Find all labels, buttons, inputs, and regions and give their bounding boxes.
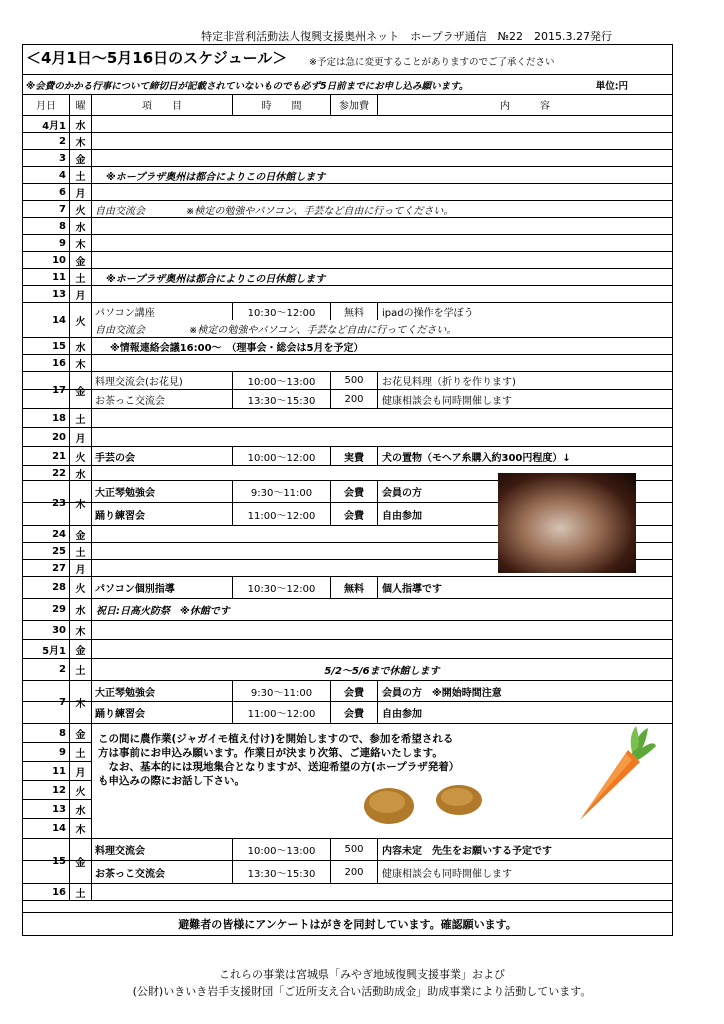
row-date: 8	[23, 724, 70, 743]
row-dow: 木	[70, 819, 92, 838]
row-note: ※情報連絡会議16:00～ （理事会・総会は5月を予定）	[110, 342, 364, 354]
table-row	[23, 133, 672, 150]
row-content: 自由参加	[382, 510, 422, 522]
row-content: 会員の方 ※開始時間注意	[382, 687, 502, 699]
farm-notice: この間に農作業(ジャガイモ植え付け)を開始しますので、参加を希望される 方は事前にお申込み願います。作業日が決まり次第、ご連絡いたします。 なお、基本的には現地集合となりますが、送迎希望の方(ホープラザ発着） も申込みの際にお話し下さい。	[98, 733, 460, 787]
table-row	[23, 286, 672, 303]
row-dow: 金	[70, 839, 92, 883]
row-date: 11	[23, 269, 70, 285]
row-date: 15	[23, 839, 70, 883]
schedule-sheet	[22, 44, 673, 936]
table-row	[23, 577, 672, 599]
table-row	[23, 218, 672, 235]
row-dow: 土	[70, 543, 92, 559]
row-content: 健康相談会も同時開催します	[382, 868, 512, 880]
row-time: 13:30～15:30	[233, 861, 331, 883]
row-fee: 500	[331, 372, 378, 389]
row-date: 13	[23, 286, 70, 302]
farm-block	[23, 724, 672, 839]
table-row	[23, 184, 672, 201]
row-fee: 200	[331, 861, 378, 883]
row-note: ※ホープラザ奥州は都合によりこの日休館します	[106, 273, 326, 285]
table-row	[23, 303, 672, 338]
table-row	[23, 640, 672, 659]
table-row	[23, 428, 672, 447]
sub-row	[23, 303, 672, 320]
row-item: 料理交流会	[92, 839, 233, 860]
row-dow: 金	[70, 724, 92, 743]
row-dow: 水	[70, 116, 92, 132]
row-time: 10:00～12:00	[233, 447, 331, 465]
row-dow: 火	[70, 781, 92, 800]
row-dow: 火	[70, 303, 92, 337]
row-dow: 月	[70, 560, 92, 576]
row-dow: 火	[70, 201, 92, 217]
row-date: 9	[23, 235, 70, 251]
row-dow: 金	[70, 150, 92, 166]
row-dow: 火	[70, 577, 92, 598]
row-fee: 会費	[331, 702, 378, 723]
row-date: 10	[23, 252, 70, 268]
row-content: ipadの操作を学ぼう	[382, 308, 474, 319]
row-date: 8	[23, 218, 70, 234]
row-date: 5月1	[23, 640, 70, 658]
row-date: 11	[23, 762, 70, 781]
row-note: ※ホープラザ奥州は都合によりこの日休館します	[106, 171, 326, 183]
row-date: 9	[23, 743, 70, 762]
row-dow: 金	[70, 640, 92, 658]
table-row	[23, 409, 672, 428]
row-time: 10:30～12:00	[233, 577, 331, 598]
row-dow: 土	[70, 409, 92, 427]
row-time: 11:00～12:00	[233, 702, 331, 723]
row-date: 18	[23, 409, 70, 427]
row-dow: 金	[70, 526, 92, 542]
row-dow: 土	[70, 884, 92, 900]
table-row	[23, 167, 672, 184]
header-fee: 参加費	[331, 94, 378, 115]
row-dow: 水	[70, 466, 92, 480]
row-content: 個人指導です	[382, 584, 442, 595]
row-dow: 水	[70, 800, 92, 819]
row-dow: 木	[70, 133, 92, 149]
fee-notice: ※会費のかかる行事について締切日が記載されていないものでも必ず5日前までにお申し込み願います。	[26, 81, 469, 92]
survey-notice: 避難者の皆様にアンケートはがきを同封しています。確認願います。	[23, 912, 672, 935]
table-row	[23, 884, 672, 901]
row-dow: 金	[70, 372, 92, 408]
notice-row	[23, 74, 672, 95]
table-row	[23, 201, 672, 218]
row-date: 14	[23, 303, 70, 337]
row-dow: 土	[70, 167, 92, 183]
row-date: 27	[23, 560, 70, 576]
row-date: 25	[23, 543, 70, 559]
table-row	[23, 372, 672, 409]
row-date: 16	[23, 355, 70, 371]
row-dow: 木	[70, 355, 92, 371]
row-date: 24	[23, 526, 70, 542]
row-date: 4	[23, 167, 70, 183]
row-dow: 月	[70, 762, 92, 781]
table-row	[23, 659, 672, 681]
row-item: 踊り練習会	[92, 503, 233, 525]
header-item: 項 目	[92, 94, 233, 115]
title-note: ※予定は急に変更することがありますのでご了承ください	[309, 57, 555, 68]
row-date: 23	[23, 481, 70, 525]
newsletter-header: 特定非営利活動法人復興支援奥州ネット ホープラザ通信 №22 2015.3.27発行	[201, 30, 612, 43]
row-item: 大正琴勉強会	[92, 481, 233, 502]
row-date: 13	[23, 800, 70, 819]
sub-row	[92, 320, 672, 337]
row-time: 10:00～13:00	[233, 839, 331, 860]
row-date: 16	[23, 884, 70, 900]
row-dow: 土	[70, 659, 92, 680]
row-content: 会員の方	[382, 488, 422, 499]
row-fee: 無料	[331, 577, 378, 598]
row-content: お花見料理（折りを作ります)	[382, 377, 516, 388]
row-dow: 月	[70, 428, 92, 446]
row-item: パソコン講座	[92, 303, 233, 320]
sub-row	[23, 681, 672, 702]
row-item: 手芸の会	[92, 447, 233, 465]
sub-row	[23, 702, 672, 723]
row-date: 28	[23, 577, 70, 598]
row-content: 自由参加	[382, 709, 422, 720]
row-fee: 500	[331, 839, 378, 860]
row-note: 5/2～5/6まで休館します	[324, 666, 440, 677]
row-date: 21	[23, 447, 70, 465]
row-date: 7	[23, 201, 70, 217]
table-row	[23, 116, 672, 133]
footer-line-2: (公財)いきいき岩手支援財団「ご近所支え合い活動助成金」助成事業により活動しています。	[132, 985, 592, 998]
table-row	[23, 839, 672, 884]
row-fee: 無料	[331, 303, 378, 320]
row-time: 10:00～13:00	[233, 372, 331, 389]
table-row	[23, 447, 672, 466]
row-fee: 会費	[331, 681, 378, 701]
row-dow: 木	[70, 481, 92, 525]
sub-row	[23, 839, 672, 861]
row-item: 料理交流会(お花見)	[92, 372, 233, 389]
row-content: ※検定の勉強やパソコン、手芸など自由に行ってください。	[186, 205, 454, 217]
row-dow: 土	[70, 743, 92, 762]
sub-row	[23, 390, 672, 408]
table-row	[23, 235, 672, 252]
row-fee: 実費	[331, 447, 378, 465]
row-note: 祝日:日高火防祭 ※休館です	[96, 606, 230, 617]
row-date: 20	[23, 428, 70, 446]
row-date: 14	[23, 819, 70, 838]
row-dow: 金	[70, 252, 92, 268]
row-dow: 木	[70, 621, 92, 639]
row-dow: 木	[70, 235, 92, 251]
row-dow: 土	[70, 269, 92, 285]
row-dow: 月	[70, 286, 92, 302]
row-item: 大正琴勉強会	[92, 681, 233, 701]
table-row	[23, 252, 672, 269]
row-date: 12	[23, 781, 70, 800]
table-row	[23, 621, 672, 640]
row-dow: 水	[70, 218, 92, 234]
row-date: 22	[23, 466, 70, 480]
row-item: 自由交流会	[95, 325, 145, 336]
row-item: パソコン個別指導	[92, 577, 233, 598]
row-content: 犬の置物（モヘア糸購入約300円程度）↓	[382, 452, 571, 464]
row-time: 13:30～15:30	[233, 390, 331, 408]
row-time: 9:30～11:00	[233, 681, 331, 701]
row-date: 2	[23, 659, 70, 680]
row-content: 健康相談会も同時開催します	[382, 395, 512, 407]
row-content: ※検定の勉強やパソコン、手芸など自由に行ってください。	[189, 325, 457, 336]
table-row	[23, 355, 672, 372]
row-item: お茶っこ交流会	[92, 390, 233, 408]
row-dow: 水	[70, 338, 92, 354]
table-header	[23, 94, 672, 116]
row-date: 6	[23, 184, 70, 200]
footer-line-1: これらの事業は宮城県「みやぎ地域復興支援事業」および	[219, 968, 505, 981]
row-time: 10:30～12:00	[233, 303, 331, 320]
row-date: 2	[23, 133, 70, 149]
header-content: 内 容	[500, 101, 550, 112]
sub-row	[23, 861, 672, 883]
row-time: 9:30～11:00	[233, 481, 331, 502]
row-date: 30	[23, 621, 70, 639]
table-row	[23, 150, 672, 167]
row-item: 踊り練習会	[92, 702, 233, 723]
row-dow: 水	[70, 599, 92, 620]
table-row	[23, 338, 672, 355]
row-date: 3	[23, 150, 70, 166]
row-date: 7	[23, 681, 70, 723]
row-item: お茶っこ交流会	[92, 861, 233, 883]
row-dow: 月	[70, 184, 92, 200]
row-dow: 木	[70, 681, 92, 723]
row-time: 11:00～12:00	[233, 503, 331, 525]
table-row	[23, 681, 672, 724]
row-content: 内容未定 先生をお願いする予定です	[382, 846, 552, 857]
carrot-icon	[576, 724, 658, 824]
row-date: 15	[23, 338, 70, 354]
header-dow: 曜	[70, 94, 92, 115]
header-time: 時 間	[233, 94, 331, 115]
row-fee: 会費	[331, 503, 378, 525]
row-item: 自由交流会	[95, 205, 145, 217]
unit-label: 単位:円	[595, 81, 628, 92]
table-row	[23, 269, 672, 286]
row-fee: 200	[331, 390, 378, 408]
dog-figurines-photo	[498, 473, 636, 573]
table-row	[23, 599, 672, 621]
row-date: 17	[23, 372, 70, 408]
potato-icon	[359, 780, 489, 826]
row-dow: 火	[70, 447, 92, 465]
schedule-title: ＜4月1日～5月16日のスケジュール＞	[26, 49, 288, 67]
header-date: 月日	[23, 94, 70, 115]
sub-row	[23, 372, 672, 390]
row-date: 29	[23, 599, 70, 620]
title-row	[23, 45, 672, 75]
row-date: 4月1	[23, 116, 70, 132]
row-fee: 会費	[331, 481, 378, 502]
april-rows-top	[23, 116, 672, 303]
